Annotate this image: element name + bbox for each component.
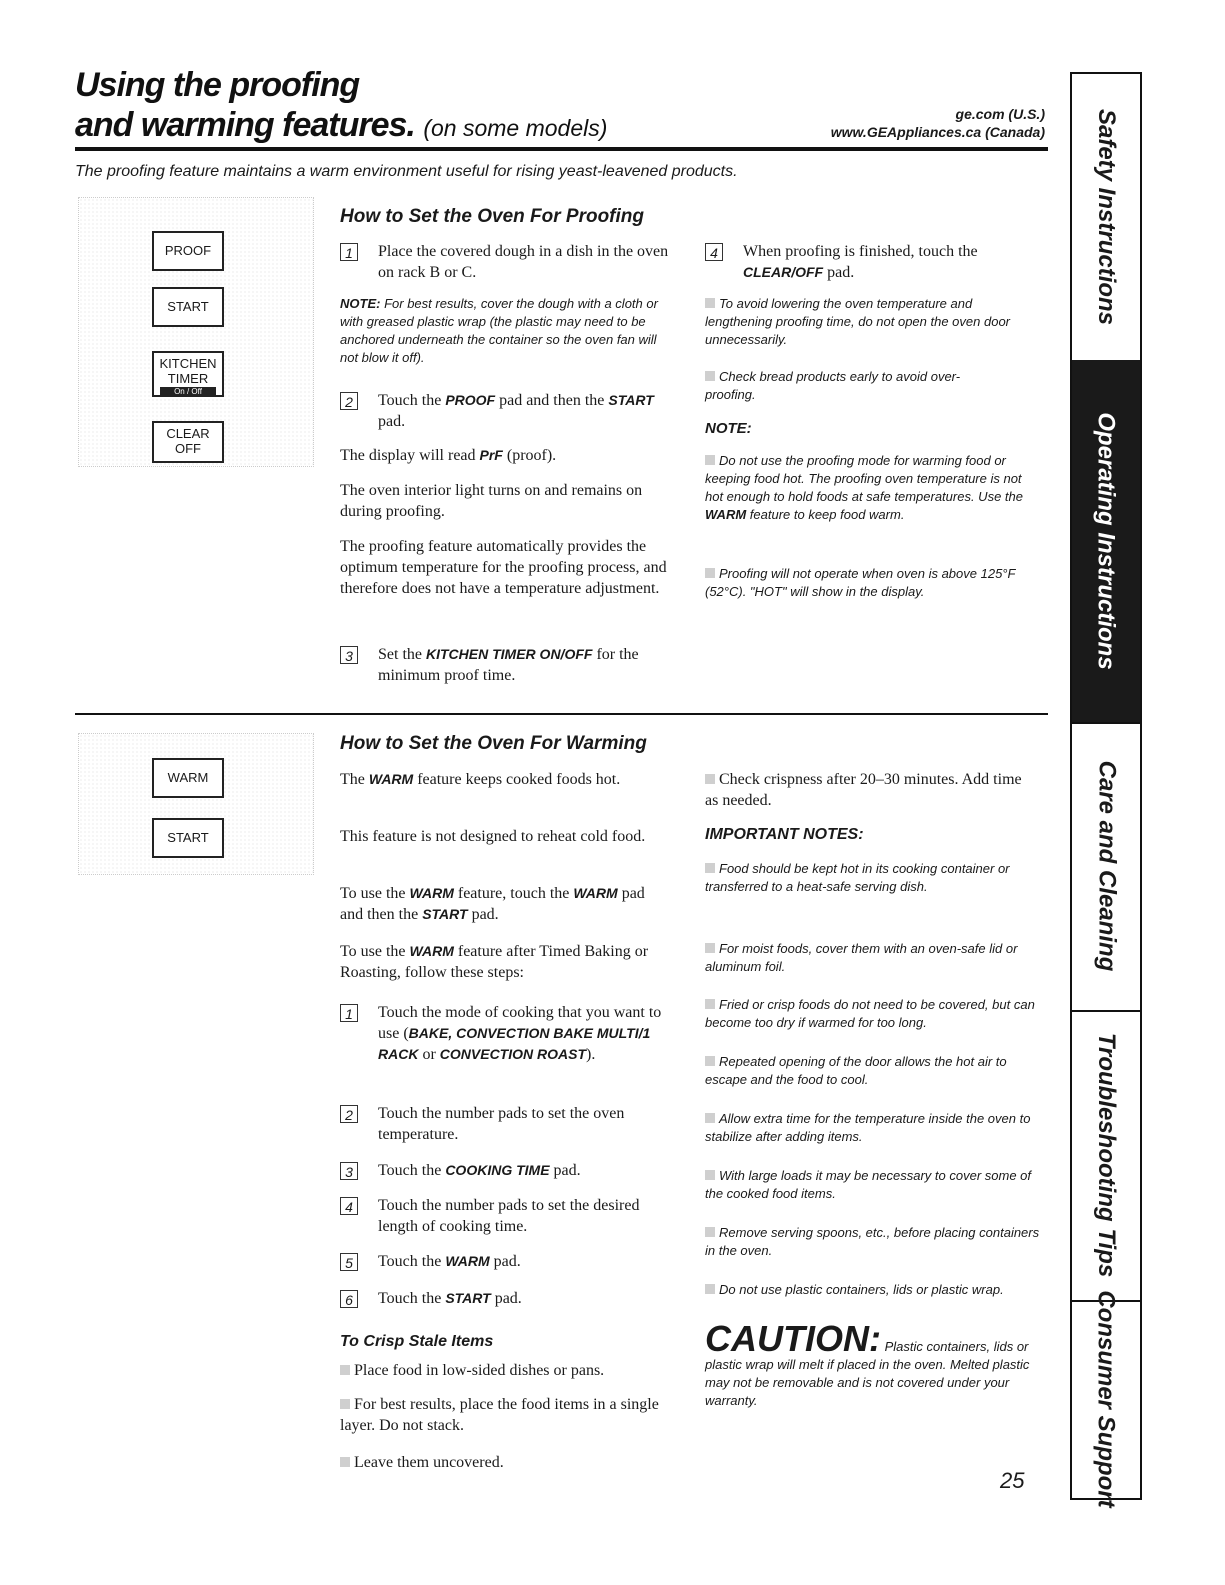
onoff-label: On / Off bbox=[160, 387, 216, 397]
web-us: ge.com (U.S.) bbox=[955, 106, 1045, 122]
tab-label: Troubleshooting Tips bbox=[1093, 1032, 1121, 1278]
proof-bullet-1: To avoid lowering the oven temperature and lengthening proofing time, do not open the oven door unnecessarily. bbox=[705, 296, 1011, 347]
light-text: The oven interior light turns on and remains on during proofing. bbox=[340, 482, 643, 520]
tab-label: Safety Instructions bbox=[1093, 108, 1121, 326]
warm-start-pad: START bbox=[152, 818, 224, 858]
page-title-line1: Using the proofing bbox=[75, 66, 360, 104]
step-text: Touch the START pad. bbox=[378, 1290, 522, 1307]
step-number: 1 bbox=[340, 1004, 358, 1022]
proof-note-2a: Do not use the proofing mode for warming food or keeping food hot. The proofing oven temperature is not hot enough to hold foods at safe temperatures. Use the WARM feature to keep food warm. bbox=[705, 453, 1023, 522]
note-label: NOTE: bbox=[340, 296, 381, 311]
warm-p1: The WARM feature keeps cooked foods hot. bbox=[340, 771, 621, 788]
kitchen-label: KITCHEN bbox=[159, 356, 217, 371]
important-note-6: With large loads it may be necessary to cover some of the cooked food items. bbox=[705, 1168, 1032, 1201]
step-text: When proofing is finished, touch the CLEAR/OFF pad. bbox=[743, 243, 978, 281]
page-number: 25 bbox=[1000, 1468, 1025, 1493]
web-canada: www.GEAppliances.ca (Canada) bbox=[830, 124, 1045, 140]
warm-pad: WARM bbox=[152, 758, 224, 798]
important-note-2: For moist foods, cover them with an oven-safe lid or aluminum foil. bbox=[705, 941, 1018, 974]
step-number: 1 bbox=[340, 243, 358, 261]
tab-troubleshooting-tips[interactable] bbox=[1072, 1010, 1140, 1302]
display-text: The display will read PrF (proof). bbox=[340, 447, 557, 464]
title-main: and warming features. bbox=[75, 106, 415, 144]
intro-text: The proofing feature maintains a warm environment useful for rising yeast-leavened products. bbox=[75, 163, 738, 180]
step-text: Touch the COOKING TIME pad. bbox=[378, 1162, 581, 1179]
step-text: Set the KITCHEN TIMER ON/OFF for the minimum proof time. bbox=[378, 646, 639, 684]
caution-block bbox=[705, 1318, 1045, 1410]
warm-p3: To use the WARM feature, touch the WARM pad and then the START pad. bbox=[340, 885, 645, 923]
crisp-3: Leave them uncovered. bbox=[340, 1452, 680, 1473]
proofing-heading: How to Set the Oven For Proofing bbox=[340, 206, 644, 227]
proof-bullet-2: Check bread products early to avoid over-proofing. bbox=[705, 369, 961, 402]
crisp-1: Place food in low-sided dishes or pans. bbox=[340, 1360, 680, 1381]
timer-label: TIMER bbox=[167, 371, 209, 386]
proof-note-1 bbox=[340, 295, 670, 367]
caution-label: CAUTION: bbox=[705, 1318, 881, 1359]
tab-consumer-support[interactable] bbox=[1072, 1290, 1140, 1508]
proof-note-2b: Proofing will not operate when oven is above 125°F (52°C). "HOT" will show in the display. bbox=[705, 566, 1016, 599]
step-text: Touch the number pads to set the oven temperature. bbox=[378, 1105, 625, 1143]
header-rule bbox=[75, 147, 1048, 151]
kitchen-timer-pad bbox=[152, 351, 224, 397]
important-note-4: Repeated opening of the door allows the hot air to escape and the food to cool. bbox=[705, 1054, 1007, 1087]
step-text: Touch the number pads to set the desired length of cooking time. bbox=[378, 1197, 640, 1235]
warm-p2: This feature is not designed to reheat cold food. bbox=[340, 828, 646, 845]
warming-heading: How to Set the Oven For Warming bbox=[340, 733, 647, 754]
side-tabs bbox=[1070, 72, 1142, 1508]
tab-safety-instructions[interactable] bbox=[1072, 74, 1140, 362]
important-note-3: Fried or crisp foods do not need to be covered, but can become too dry if warmed for too long. bbox=[705, 997, 1035, 1030]
title-suffix: (on some models) bbox=[423, 115, 608, 141]
important-note-8: Do not use plastic containers, lids or plastic wrap. bbox=[705, 1281, 1025, 1299]
proof-keypad-panel bbox=[78, 197, 314, 467]
crisp-heading: To Crisp Stale Items bbox=[340, 1333, 494, 1350]
important-note-1: Food should be kept hot in its cooking container or transferred to a heat-safe serving dish. bbox=[705, 861, 1010, 894]
step-number: 4 bbox=[705, 243, 723, 261]
note-2-label: NOTE: bbox=[705, 420, 752, 437]
note-text: For best results, cover the dough with a cloth or with greased plastic wrap (the plastic may need to be anchored underneath the container so the oven fan will not blow it off). bbox=[340, 296, 658, 365]
step-number: 6 bbox=[340, 1290, 358, 1308]
crisp-2: For best results, place the food items in a single layer. Do not stack. bbox=[340, 1396, 659, 1434]
tab-label: Care and Cleaning bbox=[1093, 760, 1120, 972]
step-number: 2 bbox=[340, 1105, 358, 1123]
section-divider bbox=[75, 713, 1048, 715]
check-crispness: Check crispness after 20–30 minutes. Add time as needed. bbox=[705, 771, 1022, 809]
off-label: OFF bbox=[175, 441, 201, 456]
warm-p4: To use the WARM feature after Timed Baking or Roasting, follow these steps: bbox=[340, 943, 649, 981]
step-text: Place the covered dough in a dish in the oven on rack B or C. bbox=[378, 243, 669, 281]
tab-label: Operating Instructions bbox=[1093, 412, 1121, 670]
step-number: 5 bbox=[340, 1253, 358, 1271]
step-text: Touch the WARM pad. bbox=[378, 1253, 521, 1270]
clear-off-pad bbox=[152, 421, 224, 463]
tab-label: Consumer Support bbox=[1093, 1290, 1120, 1508]
page-title-line2 bbox=[75, 106, 607, 145]
caution-text: Plastic containers, lids or plastic wrap will melt if placed in the oven. Melted plastic may not be removable and is not covered under your warranty. bbox=[705, 1339, 1030, 1408]
step-number: 4 bbox=[340, 1197, 358, 1215]
important-notes-heading: IMPORTANT NOTES: bbox=[705, 826, 864, 843]
tab-operating-instructions[interactable] bbox=[1072, 360, 1140, 724]
warm-keypad-panel bbox=[78, 733, 314, 875]
important-note-7: Remove serving spoons, etc., before placing containers in the oven. bbox=[705, 1225, 1040, 1258]
tab-care-and-cleaning[interactable] bbox=[1072, 722, 1140, 1012]
step-number: 3 bbox=[340, 646, 358, 664]
start-pad: START bbox=[152, 287, 224, 327]
auto-text: The proofing feature automatically provides the optimum temperature for the proofing process, and therefore does not have a temperature adjustment. bbox=[340, 538, 667, 597]
step-text: Touch the PROOF pad and then the START pad. bbox=[378, 392, 654, 430]
step-number: 2 bbox=[340, 392, 358, 410]
proof-pad: PROOF bbox=[152, 231, 224, 271]
step-number: 3 bbox=[340, 1162, 358, 1180]
important-note-5: Allow extra time for the temperature inside the oven to stabilize after adding items. bbox=[705, 1111, 1031, 1144]
step-text: Touch the mode of cooking that you want to use (BAKE, CONVECTION BAKE MULTI/1 RACK or CONVECTION ROAST). bbox=[378, 1004, 662, 1063]
clear-label: CLEAR bbox=[166, 426, 210, 441]
